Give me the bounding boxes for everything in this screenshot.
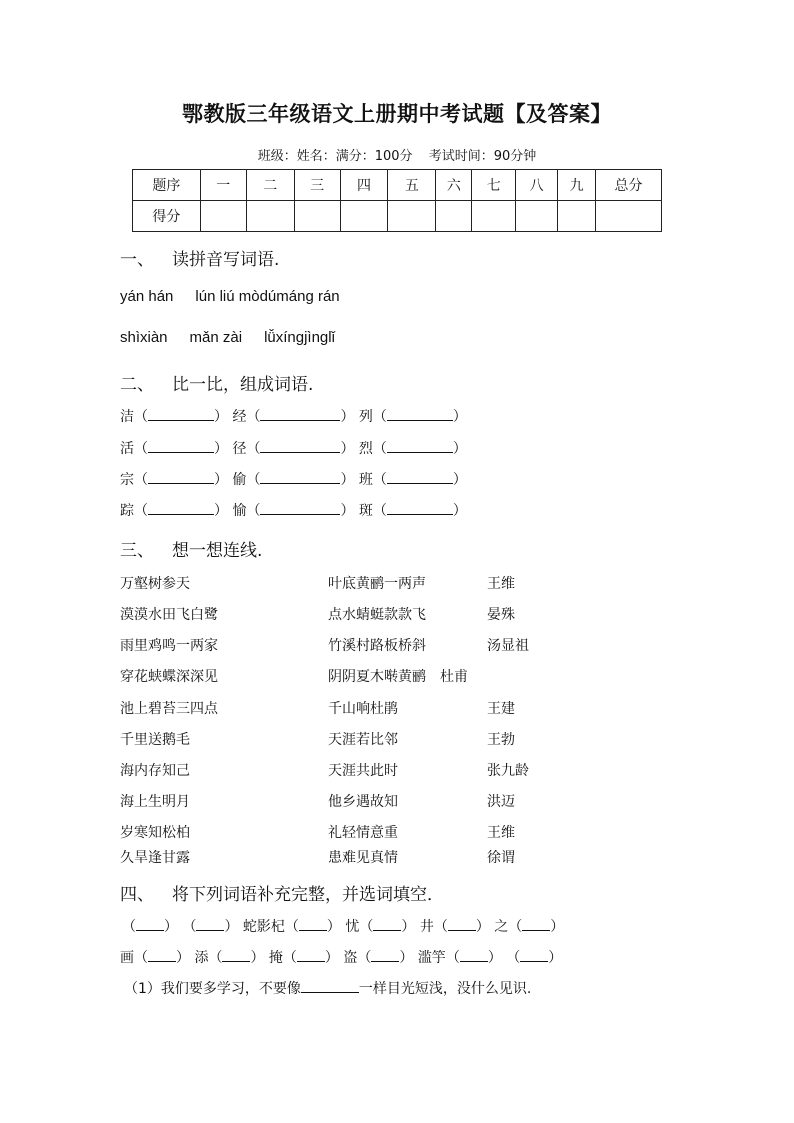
match-line[interactable]: 千里送鹅毛: [120, 732, 190, 748]
answer-blank[interactable]: [222, 950, 250, 962]
idiom-part: 蛇影杞: [242, 919, 285, 935]
compare-row: 宗（ ） 偷（ ） 班（ ）: [120, 472, 467, 488]
pinyin-word: lǚxíngjìnglǐ: [264, 329, 335, 346]
answer-blank[interactable]: [260, 472, 340, 484]
answer-blank[interactable]: [148, 441, 214, 453]
pinyin-row: [120, 288, 362, 305]
exam-time-label: 考试时间：90分钟: [428, 149, 537, 164]
score-cell[interactable]: [200, 201, 246, 232]
score-header-cell: 六: [436, 170, 472, 201]
section-3-heading: [120, 536, 262, 561]
match-line[interactable]: 阴阴夏木啭黄鹂 杜甫: [328, 669, 468, 685]
match-line[interactable]: 久旱逢甘露: [120, 850, 190, 866]
score-header-cell: 七: [472, 170, 516, 201]
score-cell[interactable]: [472, 201, 516, 232]
pinyin-word: yán hán: [120, 288, 174, 305]
score-header-cell: 五: [388, 170, 436, 201]
match-author[interactable]: 王维: [487, 576, 515, 592]
compare-row: 洁（ ） 经（ ） 列（ ）: [120, 409, 467, 425]
pinyin-word: mǎn zài: [189, 329, 243, 346]
match-line[interactable]: 天涯若比邻: [328, 732, 398, 748]
match-author[interactable]: 晏殊: [487, 607, 515, 623]
section-number: 一、: [120, 250, 154, 270]
section-title: 将下列词语补充完整，并选词填空．: [172, 885, 444, 905]
match-author[interactable]: 王维: [487, 825, 515, 841]
match-line[interactable]: 海内存知己: [120, 763, 190, 779]
match-line[interactable]: 他乡遇故知: [328, 794, 398, 810]
match-line[interactable]: 叶底黄鹂一两声: [328, 576, 426, 592]
score-cell[interactable]: [246, 201, 294, 232]
match-line[interactable]: 千山响杜鹃: [328, 701, 398, 717]
match-author[interactable]: 徐谓: [487, 850, 515, 866]
answer-blank[interactable]: [260, 409, 340, 421]
answer-blank[interactable]: [522, 919, 550, 931]
match-line[interactable]: 穿花蛱蝶深深见: [120, 669, 218, 685]
sentence-text: 一样目光短浅，没什么见识.: [358, 981, 532, 997]
match-line[interactable]: 点水蜻蜓款款飞: [328, 607, 426, 623]
score-header-cell: 八: [516, 170, 558, 201]
compare-char: 宗: [120, 472, 134, 488]
score-cell[interactable]: [388, 201, 436, 232]
fill-sentence: [124, 978, 531, 998]
compare-char: 列: [358, 409, 373, 425]
idiom-part: 添: [194, 950, 209, 966]
match-line[interactable]: 海上生明月: [120, 794, 190, 810]
answer-blank[interactable]: [136, 919, 164, 931]
answer-blank[interactable]: [148, 950, 176, 962]
idiom-row: 画（ ） 添（ ） 掩（ ） 盗（ ） 滥竽（ ） （ ）: [120, 950, 563, 966]
idiom-part: 盗: [343, 950, 358, 966]
match-line[interactable]: 万壑树参天: [120, 576, 190, 592]
idiom-part: 忧: [345, 919, 360, 935]
score-table: [132, 169, 662, 232]
pinyin-word: shìxiàn: [120, 329, 168, 346]
idiom-part: 井: [419, 919, 434, 935]
answer-blank[interactable]: [260, 503, 340, 515]
score-header-cell: 九: [558, 170, 596, 201]
answer-blank[interactable]: [387, 503, 453, 515]
score-header-cell: 一: [200, 170, 246, 201]
answer-blank[interactable]: [387, 472, 453, 484]
answer-blank[interactable]: [148, 409, 214, 421]
section-1-heading: [120, 245, 279, 270]
compare-char: 偷: [232, 472, 247, 488]
idiom-part: 掩: [268, 950, 283, 966]
match-author[interactable]: 汤显祖: [487, 638, 529, 654]
score-cell[interactable]: [558, 201, 596, 232]
section-number: 三、: [120, 541, 154, 561]
score-header-cell: 总分: [596, 170, 662, 201]
match-line[interactable]: 岁寒知松柏: [120, 825, 190, 841]
sentence-text: （1）我们要多学习，不要像: [124, 981, 301, 997]
answer-blank[interactable]: [387, 409, 453, 421]
section-number: 四、: [120, 885, 154, 905]
answer-blank[interactable]: [148, 503, 214, 515]
section-2-heading: [120, 370, 313, 395]
compare-char: 愉: [232, 503, 247, 519]
compare-char: 经: [232, 409, 247, 425]
section-title: 读拼音写词语.: [172, 250, 280, 270]
answer-blank[interactable]: [371, 950, 399, 962]
score-header-cell: 题序: [133, 170, 201, 201]
answer-blank[interactable]: [196, 919, 224, 931]
match-line[interactable]: 池上碧苔三四点: [120, 701, 218, 717]
answer-blank[interactable]: [460, 950, 488, 962]
section-4-heading: [120, 880, 444, 905]
score-header-cell: 三: [294, 170, 340, 201]
compare-char: 洁: [120, 409, 134, 425]
answer-blank[interactable]: [520, 950, 548, 962]
score-cell[interactable]: [340, 201, 388, 232]
answer-blank[interactable]: [373, 919, 401, 931]
match-author[interactable]: 王建: [487, 701, 515, 717]
section-title: 比一比，组成词语.: [172, 375, 314, 395]
score-row-label: 得分: [133, 201, 201, 232]
compare-char: 径: [232, 441, 247, 457]
answer-blank[interactable]: [260, 441, 340, 453]
compare-char: 踪: [120, 503, 134, 519]
idiom-part: 滥竽: [417, 950, 446, 966]
match-line[interactable]: 患难见真情: [328, 850, 398, 866]
score-table-score-row: [133, 201, 662, 232]
pinyin-word: lún liú mòdúmáng rán: [195, 288, 340, 305]
compare-char: 班: [358, 472, 373, 488]
match-line[interactable]: 天涯共此时: [328, 763, 398, 779]
compare-char: 斑: [358, 503, 373, 519]
answer-blank[interactable]: [148, 472, 214, 484]
idiom-row: （ ） （ ） 蛇影杞（ ） 忧（ ） 井（ ） 之（ ）: [122, 919, 565, 935]
score-header-cell: 四: [340, 170, 388, 201]
match-author[interactable]: 张九龄: [487, 763, 529, 779]
page-title: 鄂教版三年级语文上册期中考试题【及答案】: [182, 101, 612, 126]
class-name-score-label: 班级：姓名：满分：100分: [257, 149, 413, 164]
answer-blank[interactable]: [297, 950, 325, 962]
match-line[interactable]: 雨里鸡鸣一两家: [120, 638, 218, 654]
exam-info: [0, 145, 794, 164]
score-header-cell: 二: [246, 170, 294, 201]
score-cell[interactable]: [596, 201, 662, 232]
match-author[interactable]: 洪迈: [487, 794, 515, 810]
compare-row: 活（ ） 径（ ） 烈（ ）: [120, 441, 467, 457]
section-number: 二、: [120, 375, 154, 395]
section-title: 想一想连线.: [172, 541, 263, 561]
match-line[interactable]: 竹溪村路板桥斜: [328, 638, 426, 654]
match-line[interactable]: 漠漠水田飞白鹭: [120, 607, 218, 623]
match-line[interactable]: 礼轻情意重: [328, 825, 398, 841]
score-table-header-row: [133, 170, 662, 201]
answer-blank[interactable]: [301, 981, 359, 993]
idiom-part: 之: [494, 919, 509, 935]
pinyin-row: [120, 329, 357, 346]
compare-char: 活: [120, 441, 134, 457]
answer-blank[interactable]: [448, 919, 476, 931]
score-cell[interactable]: [516, 201, 558, 232]
idiom-part: 画: [120, 950, 134, 966]
match-author[interactable]: 王勃: [487, 732, 515, 748]
compare-char: 烈: [358, 441, 373, 457]
compare-row: 踪（ ） 愉（ ） 斑（ ）: [120, 503, 467, 519]
score-cell[interactable]: [294, 201, 340, 232]
answer-blank[interactable]: [387, 441, 453, 453]
answer-blank[interactable]: [299, 919, 327, 931]
score-cell[interactable]: [436, 201, 472, 232]
